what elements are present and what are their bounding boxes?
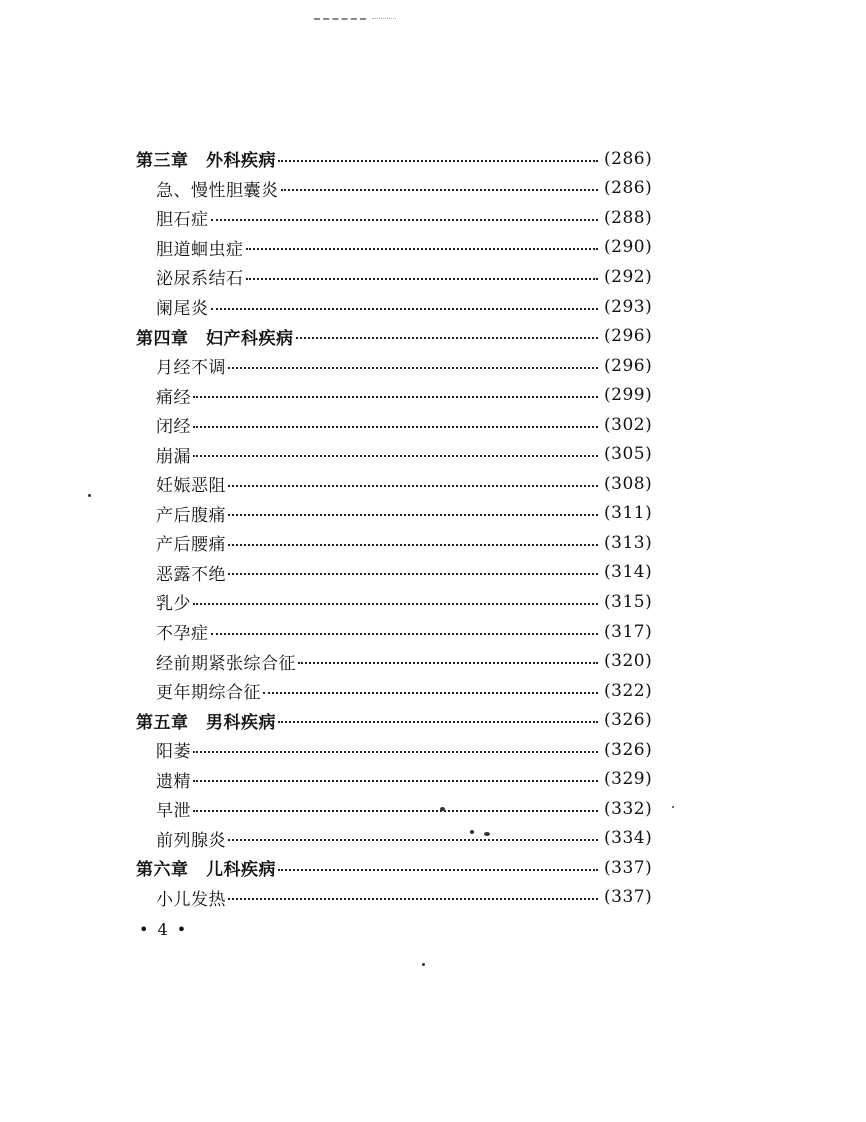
dot-leader bbox=[278, 869, 598, 871]
dot-leader bbox=[246, 248, 599, 250]
dot-leader bbox=[211, 219, 599, 221]
chapter-gap bbox=[189, 329, 207, 349]
entry-title: 胆石症 bbox=[156, 210, 209, 231]
dot-leader bbox=[193, 603, 598, 605]
toc-entry-row bbox=[136, 764, 660, 794]
chapter-title bbox=[136, 855, 276, 880]
toc-entry-row bbox=[136, 617, 660, 647]
toc-entry-row bbox=[136, 794, 660, 824]
chapter-number: 第四章 bbox=[136, 328, 189, 349]
chapter-gap bbox=[189, 151, 207, 171]
chapter-number: 第六章 bbox=[136, 860, 189, 881]
page-number: (293) bbox=[604, 296, 653, 317]
dot-leader bbox=[228, 898, 598, 900]
entry-title: 经前期紧张综合征 bbox=[156, 653, 296, 674]
chapter-title bbox=[136, 324, 294, 349]
page-number: (311) bbox=[604, 503, 653, 524]
page-number: (313) bbox=[604, 532, 653, 553]
entry-title: 妊娠恶阻 bbox=[156, 476, 226, 497]
toc-entry-row bbox=[136, 558, 660, 588]
entry-title: 乳少 bbox=[156, 594, 191, 615]
chapter-title bbox=[136, 708, 276, 733]
dot-leader bbox=[211, 633, 599, 635]
page-number: (308) bbox=[604, 473, 653, 494]
dot-leader bbox=[228, 514, 598, 516]
entry-title: 产后腰痛 bbox=[156, 535, 226, 556]
toc-entry-row bbox=[136, 676, 660, 706]
entry-title: 不孕症 bbox=[156, 624, 209, 645]
dot-leader bbox=[193, 810, 598, 812]
toc-entry-row bbox=[136, 439, 660, 469]
page-number: (286) bbox=[604, 148, 653, 169]
page-folio: • 4 • bbox=[139, 920, 189, 939]
entry-title: 痛经 bbox=[156, 387, 191, 408]
dot-leader bbox=[193, 780, 598, 782]
toc-entry-row bbox=[136, 469, 660, 499]
toc-chapter-row bbox=[136, 853, 660, 883]
toc-entry-row bbox=[136, 233, 660, 263]
page-number: (326) bbox=[604, 739, 653, 760]
chapter-number: 第三章 bbox=[136, 151, 189, 172]
entry-title: 崩漏 bbox=[156, 446, 191, 467]
chapter-name: 男科疾病 bbox=[206, 712, 276, 733]
page-number: (305) bbox=[604, 444, 653, 465]
dot-leader bbox=[228, 544, 598, 546]
page-number: (299) bbox=[604, 385, 653, 406]
dot-leader bbox=[193, 426, 598, 428]
page-number: (296) bbox=[604, 355, 653, 376]
page-number: (315) bbox=[604, 591, 653, 612]
scan-speck bbox=[422, 963, 425, 966]
entry-title: 阑尾炎 bbox=[156, 299, 209, 319]
toc-entry-row bbox=[136, 292, 660, 322]
dot-leader bbox=[193, 396, 598, 398]
page-number: (320) bbox=[604, 651, 653, 672]
dot-leader bbox=[263, 692, 598, 694]
toc-entry-row bbox=[136, 499, 660, 529]
toc-chapter-row bbox=[136, 705, 660, 735]
chapter-gap bbox=[189, 860, 207, 880]
page-number: (317) bbox=[604, 621, 653, 642]
dot-leader bbox=[281, 189, 599, 191]
dot-leader bbox=[211, 308, 599, 310]
toc-entry-row bbox=[136, 646, 660, 676]
page-number: (286) bbox=[604, 178, 653, 199]
chapter-name: 儿科疾病 bbox=[206, 860, 276, 881]
toc-entry-row bbox=[136, 528, 660, 558]
entry-title: 前列腺炎 bbox=[156, 830, 226, 851]
page-number: (302) bbox=[604, 414, 653, 435]
toc-chapter-row bbox=[136, 321, 660, 351]
entry-title: 更年期综合征 bbox=[156, 683, 261, 704]
scan-speck bbox=[484, 832, 490, 836]
scan-speck bbox=[440, 807, 445, 811]
dot-leader bbox=[228, 367, 598, 369]
toc-entry-row bbox=[136, 262, 660, 292]
entry-title: 小儿发热 bbox=[156, 889, 226, 910]
dot-leader bbox=[228, 839, 598, 841]
dot-leader bbox=[296, 337, 599, 339]
dot-leader bbox=[298, 662, 598, 664]
dot-leader bbox=[228, 485, 598, 487]
dot-leader bbox=[228, 573, 598, 575]
page-number: (337) bbox=[604, 857, 653, 878]
entry-title: 月经不调 bbox=[156, 358, 226, 379]
page-number: (334) bbox=[604, 828, 653, 849]
page-number: (296) bbox=[604, 326, 653, 347]
page-number: (326) bbox=[604, 710, 653, 731]
toc-entry-row bbox=[136, 735, 660, 765]
chapter-gap bbox=[189, 713, 207, 733]
page-number: (314) bbox=[604, 562, 653, 583]
page-number: (332) bbox=[604, 798, 653, 819]
entry-title: 早泄 bbox=[156, 801, 191, 822]
page-number: (290) bbox=[604, 237, 653, 258]
toc-entry-row bbox=[136, 410, 660, 440]
toc-chapter-row bbox=[136, 144, 660, 174]
dot-leader bbox=[193, 751, 598, 753]
entry-title: 急、慢性胆囊炎 bbox=[156, 180, 279, 201]
scan-speck bbox=[470, 830, 474, 834]
entry-title: 泌尿系结石 bbox=[156, 269, 244, 290]
dot-leader bbox=[278, 160, 598, 162]
header-smudge-secondary bbox=[372, 18, 396, 22]
page-number: (288) bbox=[604, 207, 653, 228]
entry-title: 恶露不绝 bbox=[156, 564, 226, 585]
page-number: (329) bbox=[604, 769, 653, 790]
entry-title: 阳萎 bbox=[156, 742, 191, 763]
dot-leader bbox=[193, 455, 598, 457]
chapter-name: 妇产科疾病 bbox=[206, 328, 294, 349]
entry-title: 闭经 bbox=[156, 417, 191, 438]
header-smudge bbox=[314, 18, 366, 23]
toc-entry-row bbox=[136, 351, 660, 381]
scan-speck bbox=[672, 806, 674, 808]
entry-title: 胆道蛔虫症 bbox=[156, 239, 244, 260]
scan-speck bbox=[88, 494, 91, 497]
chapter-number: 第五章 bbox=[136, 712, 189, 733]
toc-entry-row bbox=[136, 174, 660, 204]
page-number: (337) bbox=[604, 887, 653, 908]
toc-entry-row bbox=[136, 587, 660, 617]
dot-leader bbox=[246, 278, 599, 280]
dot-leader bbox=[278, 721, 598, 723]
toc-entry-row bbox=[136, 883, 660, 913]
toc-entry-row bbox=[136, 380, 660, 410]
entry-title: 产后腹痛 bbox=[156, 505, 226, 526]
page-number: (322) bbox=[604, 680, 653, 701]
table-of-contents bbox=[136, 144, 660, 912]
toc-entry-row bbox=[136, 824, 660, 854]
toc-entry-row bbox=[136, 203, 660, 233]
chapter-name: 外科疾病 bbox=[206, 151, 276, 172]
chapter-title bbox=[136, 146, 276, 171]
entry-title: 遗精 bbox=[156, 771, 191, 792]
page-number: (292) bbox=[604, 266, 653, 287]
